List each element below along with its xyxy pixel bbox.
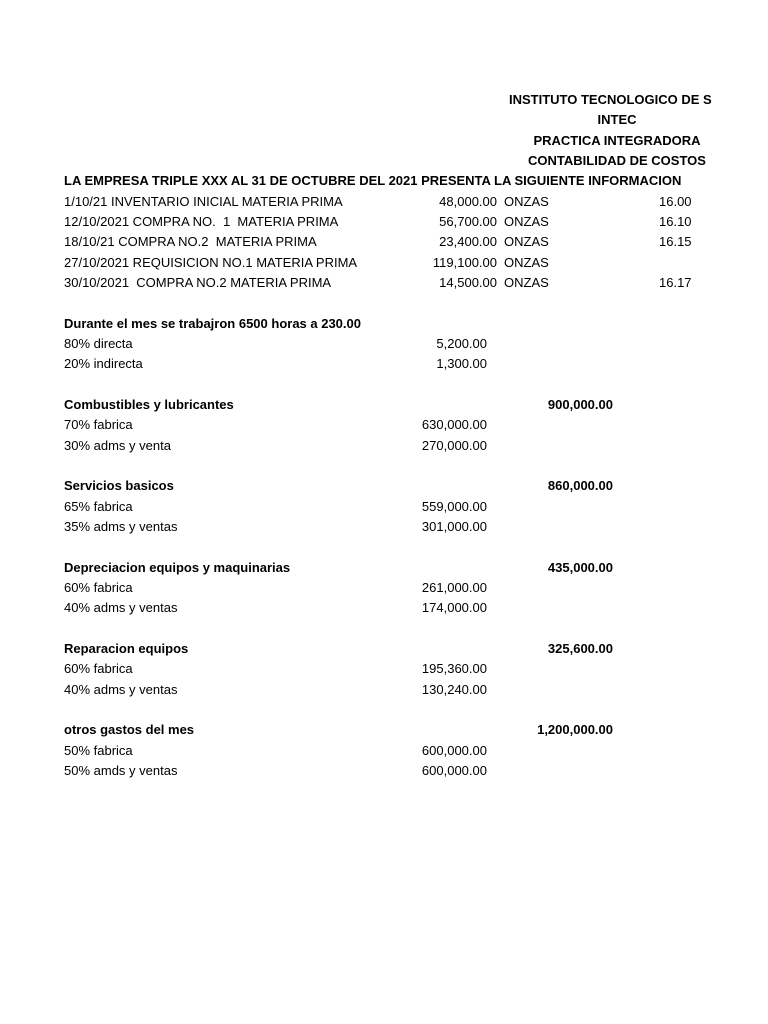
expense-line-label: 60% fabrica: [64, 661, 133, 676]
expense-line-label: 30% adms y venta: [64, 438, 171, 453]
material-unit: ONZAS: [504, 214, 549, 229]
material-unit-cost: 16.17: [659, 275, 692, 290]
expense-total: 325,600.00: [547, 641, 613, 656]
expense-total: 860,000.00: [547, 478, 613, 493]
material-unit-cost: 16.15: [659, 234, 692, 249]
expense-line: [0, 415, 768, 435]
header-row: [0, 151, 768, 171]
expense-line: [0, 517, 768, 537]
expense-line: [0, 741, 768, 761]
expense-title-row: [0, 720, 768, 740]
expense-line-amount: 600,000.00: [421, 763, 487, 778]
institution-name: INSTITUTO TECNOLOGICO DE S: [509, 92, 712, 107]
material-quantity: 56,700.00: [439, 214, 497, 229]
expense-title: Depreciacion equipos y maquinarias: [64, 560, 291, 575]
expense-title: Combustibles y lubricantes: [64, 397, 234, 412]
expense-line: [0, 578, 768, 598]
expense-line-amount: 600,000.00: [421, 743, 487, 758]
expense-line: [0, 598, 768, 618]
expense-line-amount: 261,000.00: [421, 580, 487, 595]
expense-line-label: 40% adms y ventas: [64, 600, 178, 615]
expense-line: [0, 497, 768, 517]
expense-line-label: 70% fabrica: [64, 417, 133, 432]
statement-text: LA EMPRESA TRIPLE XXX AL 31 DE OCTUBRE DEL 2021 PRESENTA LA SIGUIENTE INFORMACION: [64, 173, 682, 188]
material-quantity: 48,000.00: [439, 194, 497, 209]
institution-acronym: INTEC: [597, 112, 637, 127]
expense-line: [0, 761, 768, 781]
header-row: [0, 110, 768, 130]
labor-line-amount: 5,200.00: [436, 336, 487, 351]
labor-title-row: [0, 314, 768, 334]
expense-line: [0, 659, 768, 679]
labor-line: [0, 334, 768, 354]
material-description: 27/10/2021 REQUISICION NO.1 MATERIA PRIMA: [64, 255, 358, 270]
expense-total: 900,000.00: [547, 397, 613, 412]
expense-line-amount: 630,000.00: [421, 417, 487, 432]
expense-title-row: [0, 476, 768, 496]
expense-line-label: 50% amds y ventas: [64, 763, 178, 778]
expense-line-label: 40% adms y ventas: [64, 682, 178, 697]
expense-line-label: 35% adms y ventas: [64, 519, 178, 534]
expense-line-amount: 174,000.00: [421, 600, 487, 615]
material-row: [0, 253, 768, 273]
expense-line: [0, 680, 768, 700]
expense-line-label: 60% fabrica: [64, 580, 133, 595]
labor-line-label: 20% indirecta: [64, 356, 143, 371]
material-description: 1/10/21 INVENTARIO INICIAL MATERIA PRIMA: [64, 194, 343, 209]
expense-title-row: [0, 639, 768, 659]
material-quantity: 14,500.00: [439, 275, 497, 290]
material-unit: ONZAS: [504, 275, 549, 290]
expense-line-label: 50% fabrica: [64, 743, 133, 758]
expense-title: otros gastos del mes: [64, 722, 195, 737]
material-unit: ONZAS: [504, 234, 549, 249]
expense-total: 435,000.00: [547, 560, 613, 575]
header-row: [0, 131, 768, 151]
material-description: 18/10/21 COMPRA NO.2 MATERIA PRIMA: [64, 234, 317, 249]
header-row: [0, 90, 768, 110]
material-row: [0, 273, 768, 293]
expense-title: Reparacion equipos: [64, 641, 189, 656]
expense-line-amount: 130,240.00: [421, 682, 487, 697]
expense-line-amount: 301,000.00: [421, 519, 487, 534]
material-unit-cost: 16.00: [659, 194, 692, 209]
expense-line-amount: 270,000.00: [421, 438, 487, 453]
labor-title: Durante el mes se trabajron 6500 horas a 230.00: [64, 316, 361, 331]
material-unit: ONZAS: [504, 194, 549, 209]
expense-line-amount: 559,000.00: [421, 499, 487, 514]
material-unit: ONZAS: [504, 255, 549, 270]
material-quantity: 119,100.00: [432, 255, 497, 270]
material-row: [0, 212, 768, 232]
subject-title: CONTABILIDAD DE COSTOS: [528, 153, 706, 168]
statement-row: [0, 171, 768, 191]
expense-title: Servicios basicos: [64, 478, 174, 493]
expense-title-row: [0, 395, 768, 415]
labor-line-label: 80% directa: [64, 336, 133, 351]
labor-line-amount: 1,300.00: [436, 356, 487, 371]
expense-line-amount: 195,360.00: [421, 661, 487, 676]
expense-line: [0, 436, 768, 456]
material-row: [0, 232, 768, 252]
expense-title-row: [0, 558, 768, 578]
labor-line: [0, 354, 768, 374]
material-description: 12/10/2021 COMPRA NO. 1 MATERIA PRIMA: [64, 214, 339, 229]
material-unit-cost: 16.10: [659, 214, 692, 229]
expense-total: 1,200,000.00: [537, 722, 613, 737]
material-quantity: 23,400.00: [439, 234, 497, 249]
material-row: [0, 192, 768, 212]
exercise-title: PRACTICA INTEGRADORA: [533, 133, 701, 148]
material-description: 30/10/2021 COMPRA NO.2 MATERIA PRIMA: [64, 275, 332, 290]
expense-line-label: 65% fabrica: [64, 499, 133, 514]
